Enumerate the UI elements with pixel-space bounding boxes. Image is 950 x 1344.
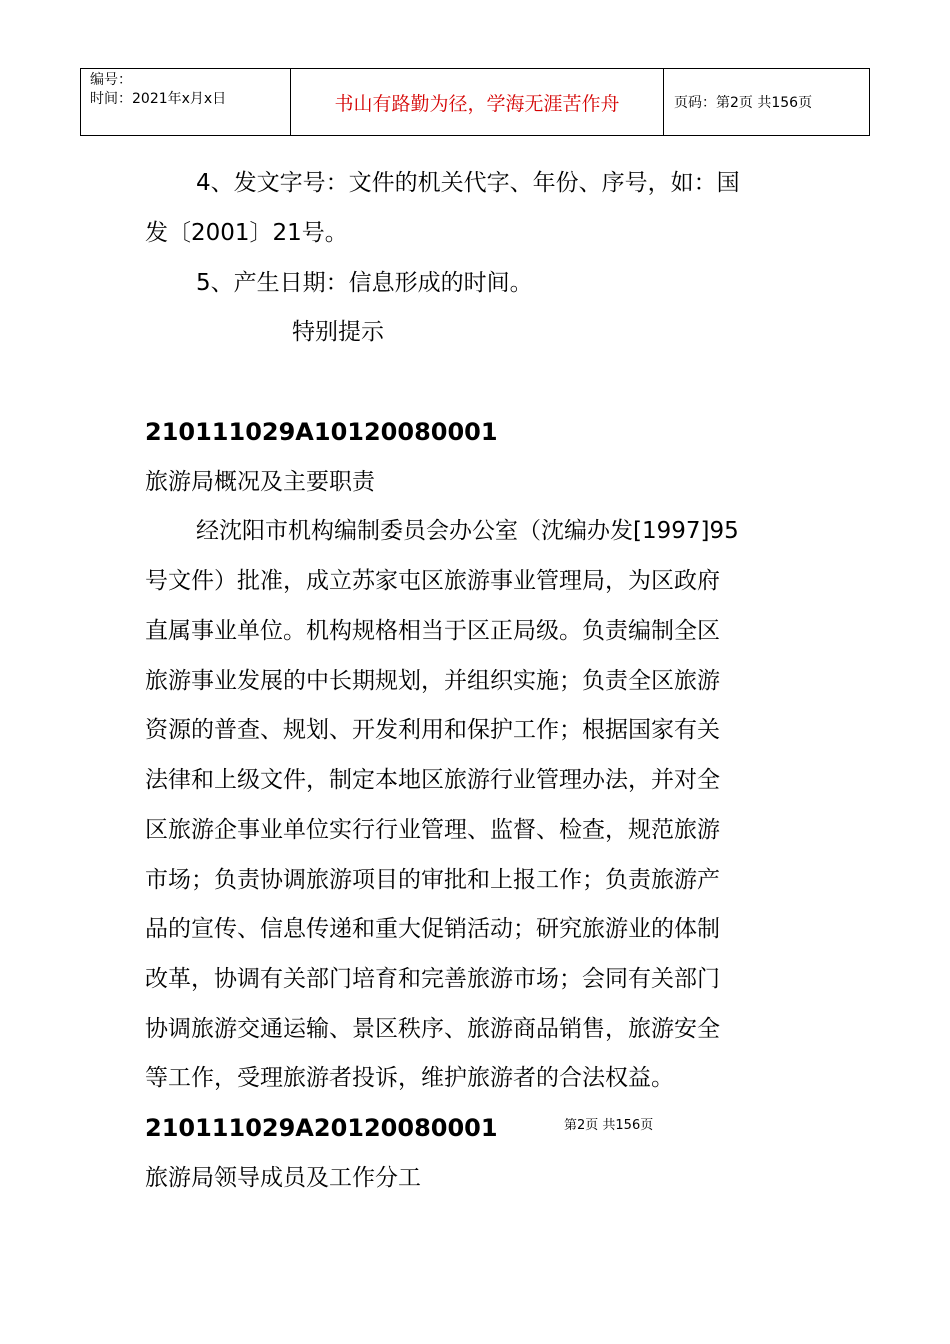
para-line: 区旅游企事业单位实行行业管理、监督、检查，规范旅游	[145, 817, 720, 843]
para-line: 资源的普查、规划、开发利用和保护工作；根据国家有关	[145, 717, 720, 743]
para-line: 法律和上级文件，制定本地区旅游行业管理办法，并对全	[145, 767, 720, 793]
para-line: 协调旅游交通运输、景区秩序、旅游商品销售，旅游安全	[145, 1016, 720, 1042]
para-line: 经沈阳市机构编制委员会办公室（沈编办发[1997]95	[196, 518, 739, 544]
para-line: 品的宣传、信息传递和重大促销活动；研究旅游业的体制	[145, 916, 720, 942]
page-header	[80, 68, 870, 136]
header-page-number: 页码：第2页 共156页	[664, 69, 870, 136]
header-motto: 书山有路勤为径，学海无涯苦作舟	[291, 69, 664, 136]
para-line: 号文件）批准，成立苏家屯区旅游事业管理局，为区政府	[145, 568, 720, 594]
para-line: 市场；负责协调旅游项目的审批和上报工作；负责旅游产	[145, 867, 720, 893]
para-line: 旅游事业发展的中长期规划，并组织实施；负责全区旅游	[145, 668, 720, 694]
item4-line2: 发〔2001〕21号。	[145, 220, 348, 246]
footer-page-number: 第2页 共156页	[564, 1118, 654, 1133]
para-line: 改革，协调有关部门培育和完善旅游市场；会同有关部门	[145, 966, 720, 992]
notice-title: 特别提示	[292, 319, 384, 345]
header-meta-cell	[81, 69, 291, 136]
time-label: 时间：2021年x月x日	[90, 91, 227, 107]
serial-number-label: 编号：	[90, 72, 132, 88]
para-line: 直属事业单位。机构规格相当于区正局级。负责编制全区	[145, 618, 720, 644]
item4-line1: 4、发文字号：文件的机关代字、年份、序号，如：国	[196, 170, 740, 196]
heading-1: 旅游局概况及主要职责	[145, 469, 375, 495]
heading-2: 旅游局领导成员及工作分工	[145, 1165, 421, 1191]
code-1: 210111029A10120080001	[145, 418, 498, 446]
code-2: 210111029A20120080001	[145, 1114, 498, 1142]
para-line: 等工作，受理旅游者投诉，维护旅游者的合法权益。	[145, 1065, 674, 1091]
item5: 5、产生日期：信息形成的时间。	[196, 270, 533, 296]
